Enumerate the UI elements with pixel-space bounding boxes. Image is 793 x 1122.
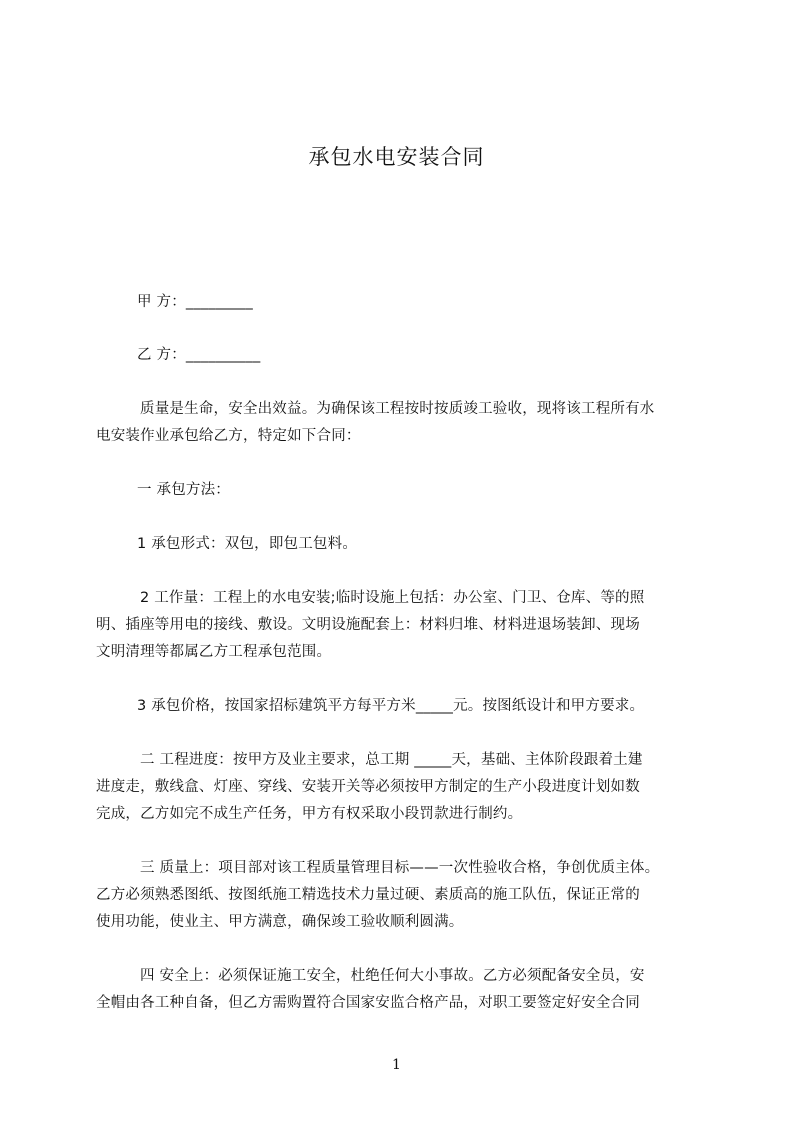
intro-paragraph-line-2: 电安装作业承包给乙方，特定如下合同： xyxy=(96,428,361,444)
clause-3-contract-price: 3 承包价格，按国家招标建筑平方每平方米_____元。按图纸设计和甲方要求。 xyxy=(137,698,645,714)
section-3-quality-line-2: 乙方必须熟悉图纸、按图纸施工精选技术力量过硬、素质高的施工队伍，保证正常的 xyxy=(96,887,640,903)
section-3-quality-line-3: 使用功能，使业主、甲方满意，确保竣工验收顺利圆满。 xyxy=(96,914,464,930)
party-b-line: 乙 方：__________ xyxy=(137,347,261,363)
section-2-schedule-line-1: 二 工程进度：按甲方及业主要求，总工期 _____天，基础、主体阶段跟着土建 xyxy=(140,752,643,768)
section-heading-contract-method: 一 承包方法： xyxy=(137,482,231,498)
clause-2-workload-line-2: 明、插座等用电的接线、敷设。文明设施配套上：材料归堆、材料进退场装卸、现场 xyxy=(96,617,640,633)
party-a-line: 甲 方：_________ xyxy=(137,294,253,310)
section-3-quality-line-1: 三 质量上：项目部对该工程质量管理目标——一次性验收合格，争创优质主体。 xyxy=(140,860,660,876)
document-title: 承包水电安装合同 xyxy=(308,145,485,169)
page-number: 1 xyxy=(392,1057,401,1073)
clause-2-workload-line-1: 2 工作量：工程上的水电安装;临时设施上包括：办公室、门卫、仓库、等的照 xyxy=(140,590,645,606)
section-4-safety-line-2: 全帽由各工种自备，但乙方需购置符合国家安监合格产品，对职工要签定好安全合同 xyxy=(96,995,640,1011)
section-2-schedule-line-3: 完成，乙方如完不成生产任务，甲方有权采取小段罚款进行制约。 xyxy=(96,806,523,822)
clause-2-workload-line-3: 文明清理等都属乙方工程承包范围。 xyxy=(96,644,332,660)
section-4-safety-line-1: 四 安全上：必须保证施工安全，杜绝任何大小事故。乙方必须配备安全员，安 xyxy=(140,968,645,984)
intro-paragraph-line-1: 质量是生命，安全出效益。为确保该工程按时按质竣工验收，现将该工程所有水 xyxy=(140,401,655,417)
section-2-schedule-line-2: 进度走，敷线盒、灯座、穿线、安装开关等必须按甲方制定的生产小段进度计划如数 xyxy=(96,779,640,795)
clause-1-contract-form: 1 承包形式：双包，即包工包料。 xyxy=(137,536,358,552)
